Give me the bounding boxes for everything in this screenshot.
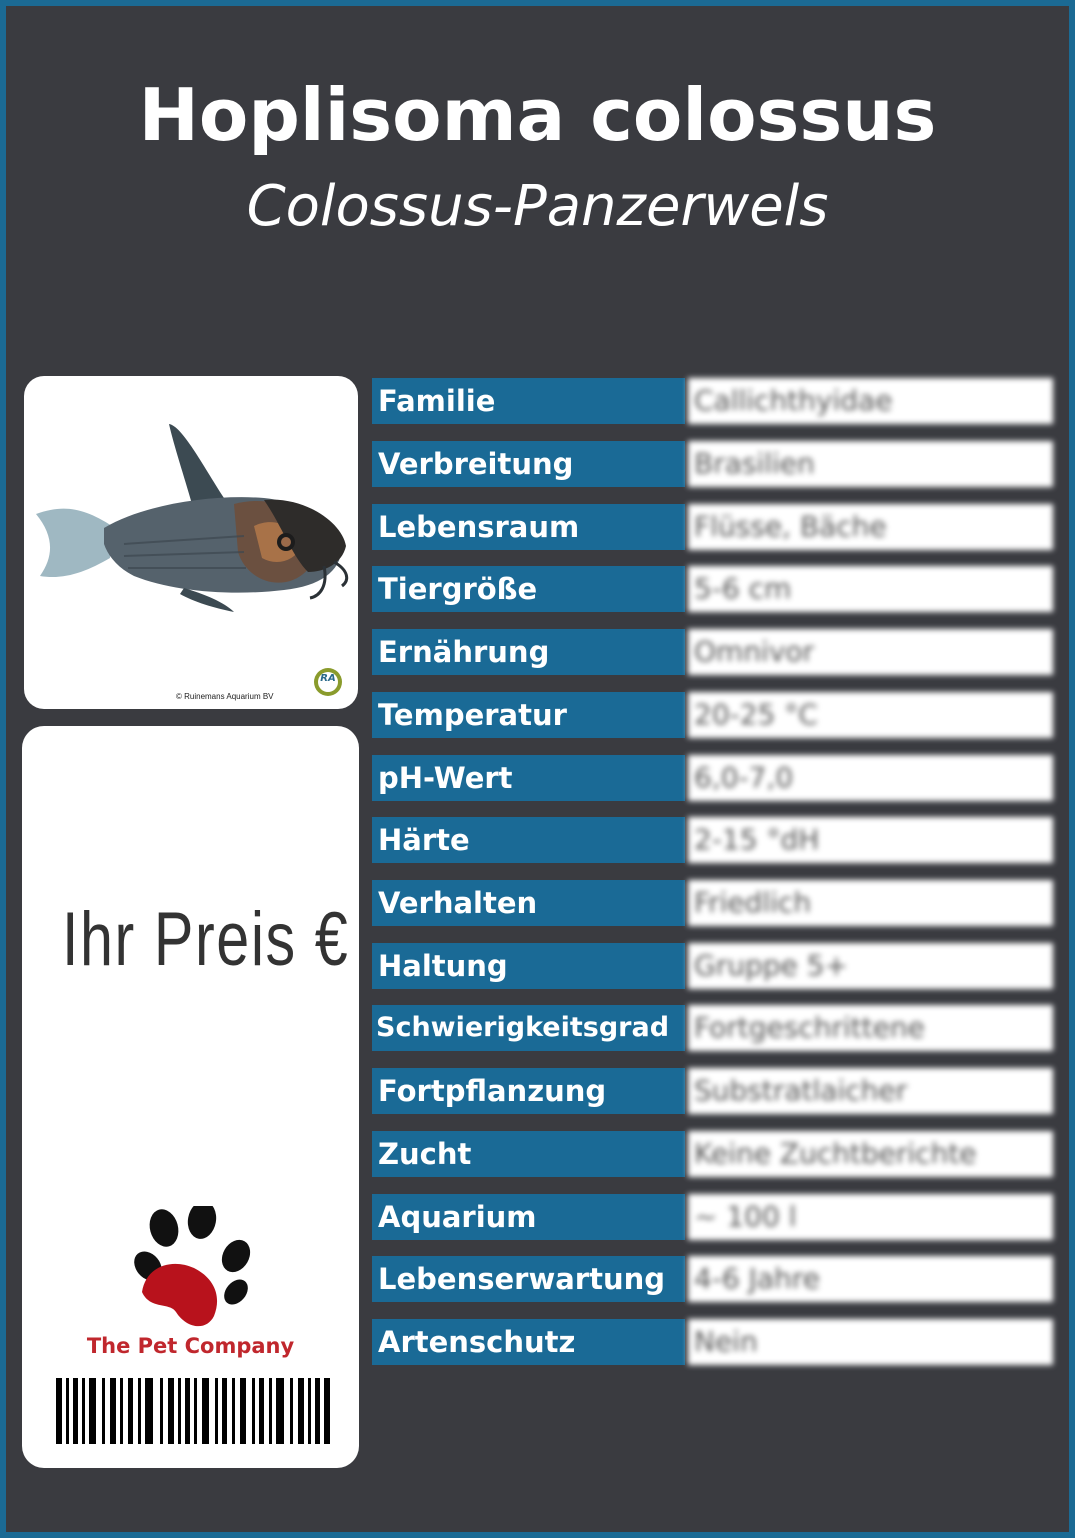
row-value: Gruppe 5+	[688, 943, 1053, 989]
scientific-name-title: Hoplisoma colossus	[138, 73, 937, 157]
row-value: 6,0-7,0	[688, 755, 1053, 801]
row-value: Omnivor	[688, 629, 1053, 675]
info-row-schwierigkeitsgrad	[372, 1005, 1053, 1051]
row-value: ~ 100 l	[688, 1194, 1053, 1240]
row-label: Schwierigkeitsgrad	[372, 1005, 685, 1051]
row-label: Verbreitung	[372, 441, 685, 487]
row-label: Ernährung	[372, 629, 685, 675]
row-label: Fortpflanzung	[372, 1068, 685, 1114]
fish-photo-card	[24, 376, 358, 709]
info-row-tiergroesse	[372, 566, 1053, 612]
row-value: Brasilien	[688, 441, 1053, 487]
price-label: Ihr Preis €	[62, 897, 350, 982]
paw-logo-icon	[130, 1206, 252, 1330]
row-label: Haltung	[372, 943, 685, 989]
info-row-temperatur	[372, 692, 1053, 738]
info-row-lebensraum	[372, 504, 1053, 550]
ra-logo-text: RA	[320, 673, 336, 684]
fish-photo	[24, 376, 358, 709]
row-label: Artenschutz	[372, 1319, 685, 1365]
info-row-ernaehrung	[372, 629, 1053, 675]
photo-copyright: © Ruinemans Aquarium BV	[176, 692, 274, 701]
row-label: Verhalten	[372, 880, 685, 926]
info-row-artenschutz	[372, 1319, 1053, 1365]
info-row-haerte	[372, 817, 1053, 863]
row-value: 4-6 Jahre	[688, 1256, 1053, 1302]
row-value: Keine Zuchtberichte	[688, 1131, 1053, 1177]
row-label: Zucht	[372, 1131, 685, 1177]
barcode-icon	[56, 1378, 332, 1444]
info-row-haltung	[372, 943, 1053, 989]
row-label: Temperatur	[372, 692, 685, 738]
info-row-fortpflanzung	[372, 1068, 1053, 1114]
row-value: 5-6 cm	[688, 566, 1053, 612]
row-label: Lebensraum	[372, 504, 685, 550]
info-row-lebenserwartung	[372, 1256, 1053, 1302]
info-row-familie	[372, 378, 1053, 424]
row-label: Tiergröße	[372, 566, 685, 612]
row-value: 20-25 °C	[688, 692, 1053, 738]
row-value: Substratlaicher	[688, 1068, 1053, 1114]
row-label: Lebenserwartung	[372, 1256, 685, 1302]
row-value: Friedlich	[688, 880, 1053, 926]
info-row-ph-wert	[372, 755, 1053, 801]
row-value: Nein	[688, 1319, 1053, 1365]
row-label: Familie	[372, 378, 685, 424]
info-row-verhalten	[372, 880, 1053, 926]
common-name-subtitle: Colossus-Panzerwels	[246, 174, 829, 239]
company-name: The Pet Company	[86, 1334, 295, 1358]
info-row-zucht	[372, 1131, 1053, 1177]
row-value: Callichthyidae	[688, 378, 1053, 424]
row-value: 2-15 °dH	[688, 817, 1053, 863]
row-label: Aquarium	[372, 1194, 685, 1240]
row-value: Fortgeschrittene	[688, 1005, 1053, 1051]
price-card	[22, 726, 359, 1468]
info-row-verbreitung	[372, 441, 1053, 487]
row-value: Flüsse, Bäche	[688, 504, 1053, 550]
row-label: Härte	[372, 817, 685, 863]
row-label: pH-Wert	[372, 755, 685, 801]
info-row-aquarium	[372, 1194, 1053, 1240]
